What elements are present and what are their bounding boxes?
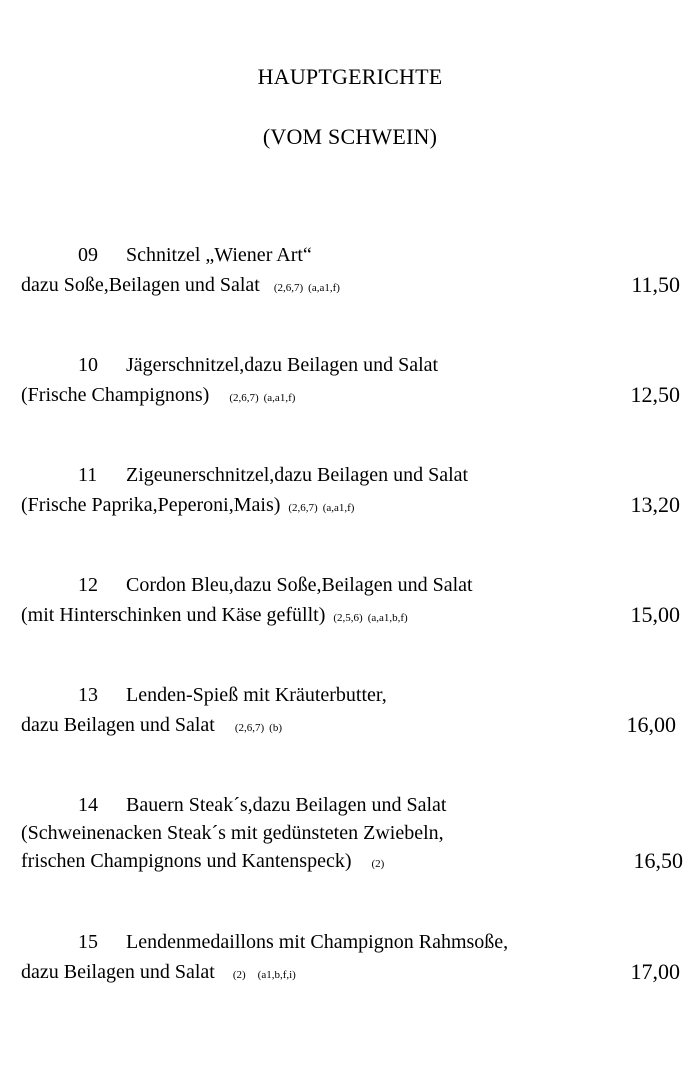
menu-item-codes: (a,a1,f) [263, 392, 296, 404]
menu-item-description-text: (mit Hinterschinken und Käse gefüllt) [21, 604, 326, 626]
menu-item-number: 13 [78, 684, 98, 706]
menu-item-name: Jägerschnitzel,dazu Beilagen und Salat [126, 354, 439, 376]
menu-item-name: Cordon Bleu,dazu Soße,Beilagen und Salat [126, 574, 473, 596]
menu-item-name: Lendenmedaillons mit Champignon Rahmsoße, [126, 931, 509, 953]
menu-item-title-line [78, 573, 473, 597]
menu-item-description-text: frischen Champignons und Kantenspeck) [21, 850, 352, 872]
menu-item-price: 16,00 [626, 712, 676, 737]
menu-item-title-line [78, 463, 468, 487]
menu-item-number: 15 [78, 931, 98, 953]
menu-item-description [21, 493, 354, 520]
menu-item-description [21, 713, 282, 740]
menu-item-name: Zigeunerschnitzel,dazu Beilagen und Salat [126, 464, 469, 486]
menu-item-title-line [78, 243, 312, 267]
menu-item-title-line [78, 930, 508, 954]
menu-item-description [21, 383, 295, 410]
menu-item-number: 09 [78, 244, 98, 266]
menu-item-description-text: (Schweinenacken Steak´s mit gedünsteten Zwiebeln, [21, 822, 444, 844]
menu-item-title-line [78, 683, 387, 707]
menu-item-description-text: (Frische Paprika,Peperoni,Mais) [21, 494, 281, 516]
menu-item-description [21, 849, 384, 876]
menu-item-description [21, 960, 296, 987]
menu-item-price: 17,00 [630, 959, 680, 984]
menu-item-price: 16,50 [633, 848, 683, 873]
menu-item-allergens: (2,6,7) [229, 392, 259, 404]
menu-item-description [21, 821, 444, 845]
menu-item-description-text: dazu Soße,Beilagen und Salat [21, 274, 260, 296]
menu-item-description-text: (Frische Champignons) [21, 384, 210, 406]
menu-item-price: 11,50 [631, 272, 680, 297]
menu-item-title-line [78, 793, 446, 817]
menu-item-price: 13,20 [630, 492, 680, 517]
menu-item-codes: (a,a1,f) [308, 282, 340, 294]
page-subtitle: (VOM SCHWEIN) [262, 124, 438, 149]
menu-item-description [21, 273, 340, 300]
menu-item-description-text: dazu Beilagen und Salat [21, 714, 215, 736]
menu-item-price: 15,00 [630, 602, 680, 627]
menu-item-codes: (a1,b,f,i) [257, 969, 296, 981]
menu-item-price: 12,50 [630, 382, 680, 407]
menu-item-number: 12 [78, 574, 98, 596]
menu-item-allergens: (2) [232, 969, 246, 981]
menu-item-description-text: dazu Beilagen und Salat [21, 961, 215, 983]
menu-item-allergens: (2,6,7) [273, 282, 304, 294]
menu-item-number: 10 [78, 354, 98, 376]
menu-item-number: 11 [78, 464, 98, 486]
menu-item-allergens: (2,5,6) [333, 612, 363, 624]
menu-item-number: 14 [78, 794, 98, 816]
menu-item-allergens: (2,6,7) [288, 502, 318, 514]
page-title: HAUPTGERICHTE [257, 64, 443, 89]
menu-item-allergens: (2,6,7) [234, 722, 265, 734]
menu-item-allergens: (2) [371, 858, 385, 870]
menu-item-codes: (a,a1,b,f) [367, 612, 408, 624]
menu-item-name: Lenden-Spieß mit Kräuterbutter, [126, 684, 387, 706]
menu-item-codes: (b) [269, 722, 282, 734]
menu-item-description [21, 603, 408, 630]
menu-item-name: Bauern Steak´s,dazu Beilagen und Salat [126, 794, 447, 816]
menu-item-name: Schnitzel „Wiener Art“ [126, 244, 312, 266]
menu-item-title-line [78, 353, 438, 377]
menu-item-codes: (a,a1,f) [322, 502, 355, 514]
